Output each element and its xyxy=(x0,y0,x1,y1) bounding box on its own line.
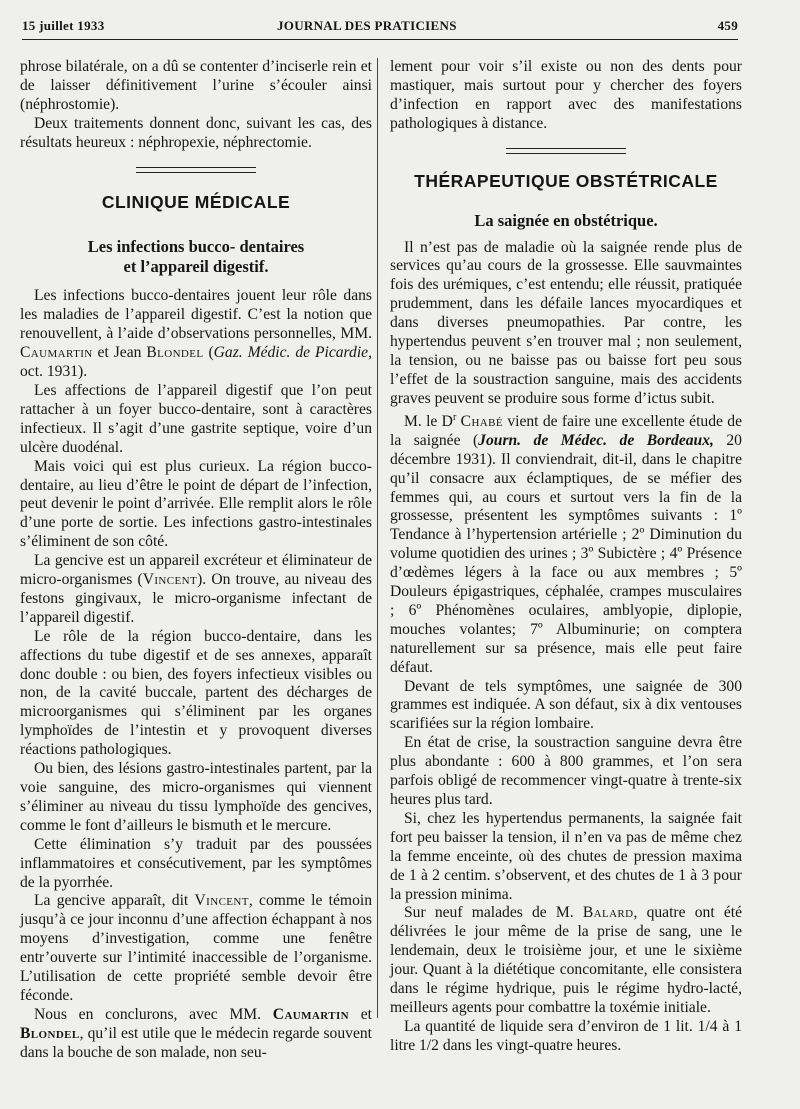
section-heading: THÉRAPEUTIQUE OBSTÉTRICALE xyxy=(414,170,718,191)
paragraph: Il n’est pas de maladie où la saignée rende plus de services qu’au cours de la grossesse. Elle sauvmaintes fois des urémiques, c’est entendu; elle réussit, pratiquée prudemment, dans les défaile lances myocardiques et dans diverses pneumopathies. Par contre, les hypertendus peuvent s’en trouver mal ; non seulement, la tension, ou ne baisse pas ou baisse fort peu sous l’effet de la soustraction sanguine, mais des accidents graves peuvent se produire sous forme d’ictus subit. xyxy=(390,238,742,407)
text: et xyxy=(349,1005,372,1023)
article-title-line: Les infections bucco- dentaires xyxy=(87,237,305,257)
author-name: Blondel xyxy=(20,1024,80,1042)
paragraph: Mais voici qui est plus curieux. La région bucco-dentaire, au lieu d’être le point de départ de l’infection, peut devenir le point d’arrivée. Elle remplit alors le rôle d’une porte de sortie. Les infections gastro-intestinales s’éliminent de son côté. xyxy=(20,457,372,551)
paragraph: Deux traitements donnent donc, suivant les cas, des résultats heureux : néphropexie, néphrectomie. xyxy=(20,114,372,151)
paragraph xyxy=(390,904,742,1017)
text: La gencive est un appareil excréteur et éliminateur de micro-organismes ( xyxy=(20,552,372,589)
section-divider xyxy=(390,148,742,154)
paragraph: Les affections de l’appareil digestif que l’on peut rattacher à un foyer bucco-dentaire, sont à caractères infectieux. Il s’agit d’une gastrite septique, voire d’un ulcère duodénal. xyxy=(20,381,372,456)
page-header xyxy=(22,18,738,38)
text: Sur neuf malades de M. xyxy=(404,904,583,922)
text: et Jean xyxy=(92,344,147,362)
text: , qu’il est utile que le médecin regarde souvent dans la bouche de son malade, non seu- xyxy=(20,1024,372,1061)
section-divider xyxy=(20,167,372,173)
text: oct. 1931). xyxy=(20,363,88,381)
citation: Gaz. Médic. de Picardie, xyxy=(213,344,372,362)
left-column xyxy=(20,58,372,1063)
paragraph: En état de crise, la soustraction sanguine devra être plus abondante : 600 à 800 grammes, et l’on sera parfois obligé de recommencer vingt-quatre à trente-six heures plus tard. xyxy=(390,734,742,808)
journal-title: JOURNAL DES PRATICIENS xyxy=(277,18,457,33)
paragraph: lement pour voir s’il existe ou non des dents pour mastiquer, mais surtout pour y chercher des foyers d’infection en rapport avec des manifestations pathologiques à distance. xyxy=(390,58,742,132)
paragraph: Cette élimination s’y traduit par des poussées inflammatoires et consécutivement, par les symptômes de la pyorrhée. xyxy=(20,835,372,891)
paragraph xyxy=(390,409,742,678)
author-name: Caumartin xyxy=(272,1005,349,1023)
text: Nous en conclurons, avec MM. xyxy=(34,1005,273,1023)
header-rule xyxy=(22,39,738,40)
paragraph xyxy=(20,287,372,382)
citation: Journ. de Médec. de Bordeaux, xyxy=(478,431,714,449)
column-rule xyxy=(377,58,378,1018)
right-column xyxy=(390,58,742,1056)
author-name: Vincent xyxy=(194,892,249,910)
text: ( xyxy=(203,344,214,362)
author-name: Caumartin xyxy=(20,344,93,362)
paragraph: La quantité de liquide sera d’environ de 1 lit. 1/4 à 1 litre 1/2 dans les vingt-quatre heures. xyxy=(390,1017,742,1054)
paragraph: Ou bien, des lésions gastro-intestinales partent, par la voie sanguine, des micro-organismes qui viennent s’éliminer au niveau du tissu lymphoïde des gencives, comme le font d’ailleurs le bismuth et le mercure. xyxy=(20,760,372,834)
author-name: Blondel xyxy=(146,344,204,362)
author-name: Vincent xyxy=(142,571,198,589)
article-title-line: et l’appareil digestif. xyxy=(123,257,269,277)
paragraph: Si, chez les hypertendus permanents, la saignée fait fort peu baisser la tension, il n’en va pas de même chez la femme enceinte, où des chutes de pression maxima de 1 à 2 centim. s’observent, et des chutes de 1 à 3 pour la pression minima. xyxy=(390,809,742,903)
article-title xyxy=(20,237,372,277)
text: ). On trouve, au niveau des festons gingivaux, le micro-organisme infectant de l’appareil digestif. xyxy=(20,571,372,626)
paragraph: Devant de tels symptômes, une saignée de 300 grammes est indiquée. A son défaut, six à dix ventouses scarifiées sur la région lombaire. xyxy=(390,677,742,733)
superscript: r xyxy=(452,411,457,423)
text: M. le D xyxy=(404,412,453,430)
author-name: Balard xyxy=(582,904,634,922)
issue-date: 15 juillet 1933 xyxy=(22,18,105,33)
article-title: La saignée en obstétrique. xyxy=(474,210,658,230)
page-number: 459 xyxy=(717,18,738,33)
section-heading: CLINIQUE MÉDICALE xyxy=(101,191,291,212)
author-name: Chabé xyxy=(460,412,503,430)
text: , quatre ont été délivrées le jour même de la prise de sang, une le lendemain, deux le troisième jour, et une le sixième jour. Quant à la diététique concomitante, elle consistera dans le régime hydrique, puis le régime hydro-lacté, meilleurs agents pour combattre la toxémie initiale. xyxy=(390,904,742,1016)
text: La gencive apparaît, dit xyxy=(34,892,195,910)
paragraph xyxy=(20,552,372,628)
text: Les infections bucco-dentaires jouent leur rôle dans les maladies de l’appareil digestif. C’est la notion que renouvellent, à l’aide d’observations personnelles, MM. xyxy=(20,287,372,343)
text: vient de faire une excellente étude de la saignée ( xyxy=(390,412,742,449)
paragraph: phrose bilatérale, on a dû se contenter d’inciserle rein et de laisser définitivement l’urine s’écouler ainsi (néphrostomie). xyxy=(20,58,372,113)
paragraph xyxy=(20,1006,372,1063)
text: 20 décembre 1931). Il conviendrait, dit-il, dans le chapitre qu’il consacre aux éclamptiques, de se méfier des femmes qui, au cours et surtout vers la fin de la grossesse, présentent les symptômes suivants : 1º Tendance à l’hypertension artérielle ; 2º Diminution du volume quotidien des urines ; 3º Subictère ; 4º Présence d’œdèmes légers à la face ou aux membres ; 5º Douleurs épigastriques, céphalée, crampes musculaires ; 6º Phénomènes oculaires, amblyopie, diplopie, mouches volantes; 7º Albuminurie; on comptera naturellement sur sa présence, mais elle peut faire défaut. xyxy=(390,431,742,676)
paragraph xyxy=(20,892,372,1005)
paragraph: Le rôle de la région bucco-dentaire, dans les affections du tube digestif et de ses annexes, apparaît donc double : ou bien, des foyers infectieux visibles ou non, de la cavité buccale, partent des décharges de microorganismes qui s’éliminent par les organes lymphoïdes de l’intestin et y provoquent diverses réactions pathologiques. xyxy=(20,627,372,759)
text: , comme le témoin jusqu’à ce jour inconnu d’une affection échappant à nos moyens d’investigation, comme une fenêtre entr’ouverte sur l’intimité inaccessible de l’organisme. L’utilisation de cette propriété semble devoir être féconde. xyxy=(20,892,372,1004)
